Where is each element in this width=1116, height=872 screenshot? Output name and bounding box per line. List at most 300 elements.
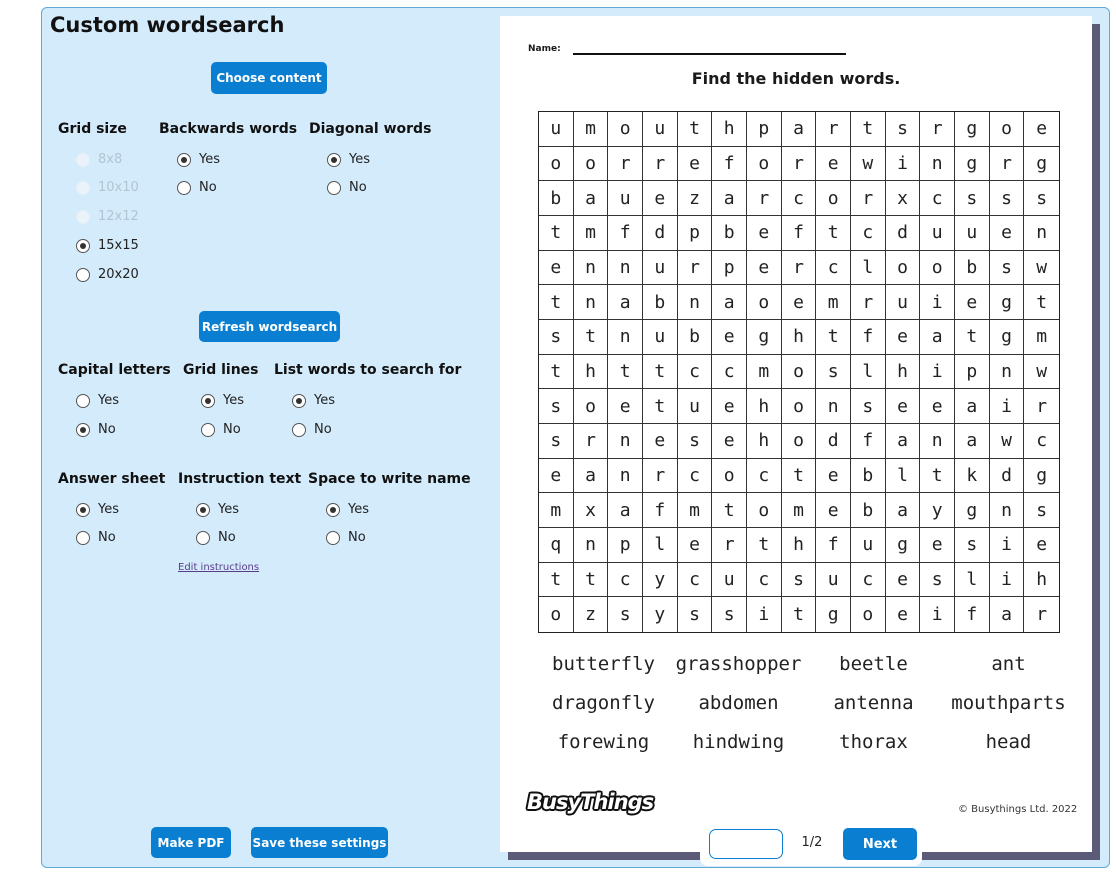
radio-icon: [177, 181, 191, 195]
grid-cell: y: [643, 563, 678, 598]
grid-cell: n: [608, 320, 643, 355]
grid-cell: g: [955, 493, 990, 528]
word-list: [536, 652, 1076, 755]
grid-cell: b: [851, 493, 886, 528]
page-number-input[interactable]: [709, 829, 783, 859]
grid-cell: a: [990, 597, 1025, 632]
grid-cell: t: [816, 320, 851, 355]
grid-cell: e: [1024, 112, 1059, 147]
grid-cell: w: [990, 424, 1025, 459]
grid-cell: u: [643, 251, 678, 286]
grid-cell: r: [643, 147, 678, 182]
grid-cell: t: [539, 563, 574, 598]
grid-size-12x12-option: 12x12: [76, 209, 139, 224]
grid-cell: l: [886, 459, 921, 494]
grid-cell: s: [539, 389, 574, 424]
grid-cell: n: [608, 251, 643, 286]
grid-cell: w: [851, 147, 886, 182]
grid-cell: e: [712, 424, 747, 459]
grid-cell: b: [678, 320, 713, 355]
grid-cell: s: [712, 597, 747, 632]
grid-cell: m: [678, 493, 713, 528]
grid-cell: u: [955, 216, 990, 251]
capital-no-option[interactable]: No: [76, 422, 116, 437]
radio-icon: [327, 181, 341, 195]
grid-cell: n: [678, 285, 713, 320]
grid-cell: c: [816, 251, 851, 286]
grid-cell: f: [712, 147, 747, 182]
grid-cell: a: [712, 181, 747, 216]
answer-sheet-yes-option[interactable]: Yes: [76, 502, 119, 517]
grid-cell: l: [851, 251, 886, 286]
grid-cell: t: [851, 112, 886, 147]
grid-cell: t: [955, 320, 990, 355]
grid-cell: s: [886, 112, 921, 147]
grid-cell: e: [712, 389, 747, 424]
grid-cell: e: [886, 597, 921, 632]
grid-cell: d: [816, 424, 851, 459]
grid-cell: e: [643, 424, 678, 459]
grid-cell: r: [851, 285, 886, 320]
grid-cell: n: [574, 285, 609, 320]
word-list-item: antenna: [833, 692, 914, 714]
edit-instructions-link[interactable]: Edit instructions: [178, 562, 260, 573]
save-settings-button[interactable]: Save these settings: [251, 827, 388, 858]
grid-cell: b: [643, 285, 678, 320]
radio-selected-icon: [327, 153, 341, 167]
grid-cell: b: [851, 459, 886, 494]
grid-cell: g: [955, 112, 990, 147]
grid-cell: e: [643, 181, 678, 216]
grid-cell: u: [643, 320, 678, 355]
grid-cell: f: [816, 528, 851, 563]
grid-cell: u: [678, 389, 713, 424]
grid-cell: p: [678, 216, 713, 251]
grid-cell: m: [782, 493, 817, 528]
radio-icon: [326, 531, 340, 545]
grid-cell: r: [643, 459, 678, 494]
grid-cell: e: [990, 216, 1025, 251]
word-list-item: grasshopper: [675, 653, 802, 675]
list-words-no-option[interactable]: No: [292, 422, 332, 437]
grid-cell: c: [1024, 424, 1059, 459]
instruction-yes-option[interactable]: Yes: [196, 502, 239, 517]
grid-cell: h: [886, 355, 921, 390]
grid-cell: f: [608, 216, 643, 251]
grid-cell: e: [782, 285, 817, 320]
backwards-yes-option[interactable]: Yes: [177, 152, 220, 167]
grid-cell: s: [1024, 181, 1059, 216]
grid-cell: n: [990, 493, 1025, 528]
grid-cell: f: [643, 493, 678, 528]
grid-cell: u: [539, 112, 574, 147]
grid-cell: e: [816, 147, 851, 182]
grid-cell: u: [920, 216, 955, 251]
name-label: Name:: [528, 44, 561, 54]
radio-icon: [76, 268, 90, 282]
grid-cell: i: [990, 528, 1025, 563]
grid-lines-label: Grid lines: [183, 362, 259, 378]
grid-cell: t: [678, 112, 713, 147]
capital-yes-option[interactable]: Yes: [76, 393, 119, 408]
grid-cell: r: [1024, 389, 1059, 424]
grid-cell: o: [782, 389, 817, 424]
grid-cell: a: [955, 389, 990, 424]
radio-selected-icon: [76, 239, 90, 253]
grid-cell: t: [747, 528, 782, 563]
grid-cell: m: [574, 216, 609, 251]
grid-cell: s: [539, 320, 574, 355]
grid-cell: y: [643, 597, 678, 632]
grid-cell: e: [886, 320, 921, 355]
word-list-item: forewing: [557, 731, 650, 753]
grid-cell: n: [920, 424, 955, 459]
radio-selected-icon: [326, 503, 340, 517]
grid-cell: t: [816, 216, 851, 251]
grid-cell: m: [539, 493, 574, 528]
grid-cell: l: [955, 563, 990, 598]
grid-cell: e: [678, 147, 713, 182]
grid-cell: p: [608, 528, 643, 563]
grid-cell: f: [851, 424, 886, 459]
grid-cell: e: [678, 528, 713, 563]
backwards-no-option[interactable]: No: [177, 180, 217, 195]
grid-cell: p: [955, 355, 990, 390]
grid-cell: m: [747, 355, 782, 390]
grid-cell: a: [574, 181, 609, 216]
grid-cell: r: [782, 147, 817, 182]
grid-cell: o: [747, 493, 782, 528]
list-words-yes-option[interactable]: Yes: [292, 393, 335, 408]
grid-cell: i: [990, 563, 1025, 598]
grid-cell: h: [747, 424, 782, 459]
grid-cell: s: [608, 597, 643, 632]
grid-cell: t: [712, 493, 747, 528]
grid-cell: t: [643, 355, 678, 390]
grid-cell: g: [1024, 459, 1059, 494]
word-list-item: butterfly: [552, 653, 655, 675]
name-line: [573, 53, 846, 55]
grid-cell: e: [539, 251, 574, 286]
make-pdf-button[interactable]: Make PDF: [151, 827, 231, 858]
grid-cell: r: [608, 147, 643, 182]
capital-letters-label: Capital letters: [58, 362, 171, 378]
grid-cell: x: [574, 493, 609, 528]
grid-cell: u: [712, 563, 747, 598]
radio-selected-icon: [201, 394, 215, 408]
grid-cell: n: [608, 424, 643, 459]
grid-cell: s: [920, 563, 955, 598]
letter-grid: [538, 111, 1060, 633]
grid-cell: i: [920, 355, 955, 390]
grid-cell: e: [608, 389, 643, 424]
word-list-item: head: [985, 731, 1032, 753]
grid-cell: t: [539, 285, 574, 320]
grid-cell: i: [747, 597, 782, 632]
grid-cell: u: [886, 285, 921, 320]
grid-lines-yes-option[interactable]: Yes: [201, 393, 244, 408]
choose-content-button[interactable]: Choose content: [211, 62, 327, 94]
grid-cell: r: [816, 112, 851, 147]
grid-cell: p: [712, 251, 747, 286]
diagonal-words-label: Diagonal words: [309, 121, 432, 137]
grid-cell: u: [851, 528, 886, 563]
grid-cell: t: [539, 355, 574, 390]
grid-cell: g: [816, 597, 851, 632]
grid-cell: b: [539, 181, 574, 216]
grid-cell: h: [1024, 563, 1059, 598]
grid-cell: e: [1024, 528, 1059, 563]
space-name-no-option[interactable]: No: [326, 530, 366, 545]
word-list-item: thorax: [839, 731, 908, 753]
grid-cell: o: [574, 147, 609, 182]
grid-cell: s: [678, 424, 713, 459]
grid-cell: d: [990, 459, 1025, 494]
word-list-item: abdomen: [698, 692, 779, 714]
space-name-label: Space to write name: [308, 471, 471, 487]
grid-cell: i: [886, 147, 921, 182]
grid-cell: e: [816, 493, 851, 528]
instruction-text-label: Instruction text: [178, 471, 302, 487]
grid-cell: t: [608, 355, 643, 390]
grid-cell: o: [539, 147, 574, 182]
grid-cell: o: [782, 355, 817, 390]
grid-cell: l: [643, 528, 678, 563]
grid-cell: o: [990, 112, 1025, 147]
space-name-yes-option[interactable]: Yes: [326, 502, 369, 517]
grid-cell: h: [747, 389, 782, 424]
grid-cell: o: [574, 389, 609, 424]
grid-cell: n: [608, 459, 643, 494]
grid-cell: e: [920, 528, 955, 563]
radio-icon: [76, 394, 90, 408]
grid-cell: o: [608, 112, 643, 147]
grid-cell: t: [1024, 285, 1059, 320]
backwards-words-label: Backwards words: [159, 121, 298, 137]
grid-cell: c: [678, 563, 713, 598]
grid-cell: c: [782, 181, 817, 216]
grid-cell: e: [816, 459, 851, 494]
grid-lines-no-option[interactable]: No: [201, 422, 241, 437]
grid-cell: g: [886, 528, 921, 563]
grid-cell: s: [539, 424, 574, 459]
grid-cell: c: [920, 181, 955, 216]
grid-cell: r: [782, 251, 817, 286]
page-title: Custom wordsearch: [50, 13, 285, 37]
grid-cell: z: [678, 181, 713, 216]
grid-cell: c: [678, 459, 713, 494]
grid-cell: x: [886, 181, 921, 216]
diagonal-yes-option[interactable]: Yes: [327, 152, 370, 167]
radio-icon: [76, 181, 90, 195]
grid-cell: e: [886, 563, 921, 598]
grid-size-8x8-option: 8x8: [76, 152, 122, 167]
grid-cell: q: [539, 528, 574, 563]
grid-cell: t: [539, 216, 574, 251]
radio-icon: [76, 210, 90, 224]
radio-selected-icon: [76, 423, 90, 437]
grid-cell: e: [712, 320, 747, 355]
grid-cell: o: [747, 285, 782, 320]
wordsearch-sheet: [500, 16, 1092, 852]
grid-cell: h: [782, 528, 817, 563]
grid-cell: r: [712, 528, 747, 563]
grid-cell: y: [920, 493, 955, 528]
grid-cell: c: [851, 216, 886, 251]
grid-cell: c: [678, 355, 713, 390]
grid-cell: t: [782, 597, 817, 632]
grid-cell: o: [886, 251, 921, 286]
grid-cell: r: [678, 251, 713, 286]
radio-selected-icon: [292, 394, 306, 408]
grid-cell: i: [990, 389, 1025, 424]
word-list-item: ant: [991, 653, 1026, 675]
grid-cell: o: [782, 424, 817, 459]
grid-cell: i: [920, 597, 955, 632]
grid-size-15x15-option[interactable]: 15x15: [76, 238, 139, 253]
radio-icon: [76, 531, 90, 545]
grid-cell: n: [574, 251, 609, 286]
radio-icon: [292, 423, 306, 437]
grid-cell: o: [712, 459, 747, 494]
word-list-item: dragonfly: [552, 692, 655, 714]
grid-cell: r: [574, 424, 609, 459]
grid-cell: e: [747, 216, 782, 251]
grid-cell: o: [747, 147, 782, 182]
grid-size-20x20-option[interactable]: 20x20: [76, 267, 139, 282]
grid-cell: s: [955, 181, 990, 216]
grid-cell: g: [955, 147, 990, 182]
grid-cell: o: [920, 251, 955, 286]
grid-cell: a: [712, 285, 747, 320]
grid-cell: c: [608, 563, 643, 598]
grid-cell: t: [782, 459, 817, 494]
radio-selected-icon: [76, 503, 90, 517]
grid-cell: m: [816, 285, 851, 320]
grid-cell: z: [574, 597, 609, 632]
answer-sheet-label: Answer sheet: [58, 471, 166, 487]
grid-cell: a: [886, 424, 921, 459]
grid-cell: o: [816, 181, 851, 216]
word-list-item: mouthparts: [951, 692, 1066, 714]
grid-cell: a: [955, 424, 990, 459]
grid-cell: b: [712, 216, 747, 251]
radio-icon: [76, 153, 90, 167]
next-button[interactable]: Next: [843, 828, 917, 860]
grid-cell: m: [1024, 320, 1059, 355]
grid-cell: o: [539, 597, 574, 632]
grid-cell: c: [747, 459, 782, 494]
grid-cell: o: [851, 597, 886, 632]
list-words-label: List words to search for: [274, 362, 462, 378]
instruction-no-option[interactable]: No: [196, 530, 236, 545]
grid-cell: c: [712, 355, 747, 390]
grid-size-10x10-option: 10x10: [76, 180, 139, 195]
grid-cell: g: [1024, 147, 1059, 182]
grid-cell: r: [990, 147, 1025, 182]
grid-cell: s: [955, 528, 990, 563]
grid-cell: r: [920, 112, 955, 147]
grid-cell: l: [851, 355, 886, 390]
answer-sheet-no-option[interactable]: No: [76, 530, 116, 545]
grid-cell: e: [539, 459, 574, 494]
grid-cell: a: [608, 493, 643, 528]
grid-cell: e: [920, 389, 955, 424]
radio-selected-icon: [196, 503, 210, 517]
grid-cell: h: [782, 320, 817, 355]
grid-cell: n: [816, 389, 851, 424]
grid-cell: t: [920, 459, 955, 494]
grid-cell: s: [990, 181, 1025, 216]
diagonal-no-option[interactable]: No: [327, 180, 367, 195]
word-list-item: hindwing: [692, 731, 785, 753]
grid-cell: k: [955, 459, 990, 494]
grid-cell: g: [990, 320, 1025, 355]
grid-cell: u: [643, 112, 678, 147]
grid-cell: n: [574, 528, 609, 563]
word-list-item: beetle: [839, 653, 908, 675]
grid-cell: t: [574, 563, 609, 598]
grid-cell: a: [608, 285, 643, 320]
grid-cell: s: [678, 597, 713, 632]
grid-cell: u: [816, 563, 851, 598]
grid-cell: w: [1024, 251, 1059, 286]
grid-cell: s: [782, 563, 817, 598]
grid-cell: e: [747, 251, 782, 286]
radio-icon: [196, 531, 210, 545]
grid-cell: t: [574, 320, 609, 355]
grid-cell: w: [1024, 355, 1059, 390]
grid-cell: r: [1036, 604, 1048, 626]
grid-cell: u: [608, 181, 643, 216]
grid-cell: g: [747, 320, 782, 355]
grid-cell: e: [955, 285, 990, 320]
grid-cell: r: [851, 181, 886, 216]
radio-icon: [201, 423, 215, 437]
grid-cell: i: [920, 285, 955, 320]
copyright-text: © Busythings Ltd. 2022: [958, 804, 1078, 815]
grid-cell: h: [574, 355, 609, 390]
grid-cell: n: [920, 147, 955, 182]
page-count: 1/2: [801, 835, 823, 850]
grid-cell: s: [990, 251, 1025, 286]
grid-cell: h: [712, 112, 747, 147]
grid-cell: r: [747, 181, 782, 216]
grid-cell: m: [574, 112, 609, 147]
grid-cell: f: [851, 320, 886, 355]
grid-size-label: Grid size: [58, 121, 127, 137]
grid-cell: c: [851, 563, 886, 598]
grid-cell: t: [643, 389, 678, 424]
grid-cell: c: [747, 563, 782, 598]
grid-cell: g: [990, 285, 1025, 320]
grid-cell: p: [747, 112, 782, 147]
refresh-wordsearch-button[interactable]: Refresh wordsearch: [199, 311, 340, 342]
grid-cell: a: [920, 320, 955, 355]
grid-cell: b: [955, 251, 990, 286]
grid-cell: f: [782, 216, 817, 251]
grid-cell: e: [886, 389, 921, 424]
grid-cell: s: [1024, 493, 1059, 528]
grid-cell: a: [782, 112, 817, 147]
busythings-logo: BusyThings: [527, 790, 654, 814]
grid-cell: f: [955, 597, 990, 632]
grid-cell: a: [886, 493, 921, 528]
grid-cell: s: [851, 389, 886, 424]
grid-cell: a: [574, 459, 609, 494]
radio-selected-icon: [177, 153, 191, 167]
grid-cell: n: [990, 355, 1025, 390]
